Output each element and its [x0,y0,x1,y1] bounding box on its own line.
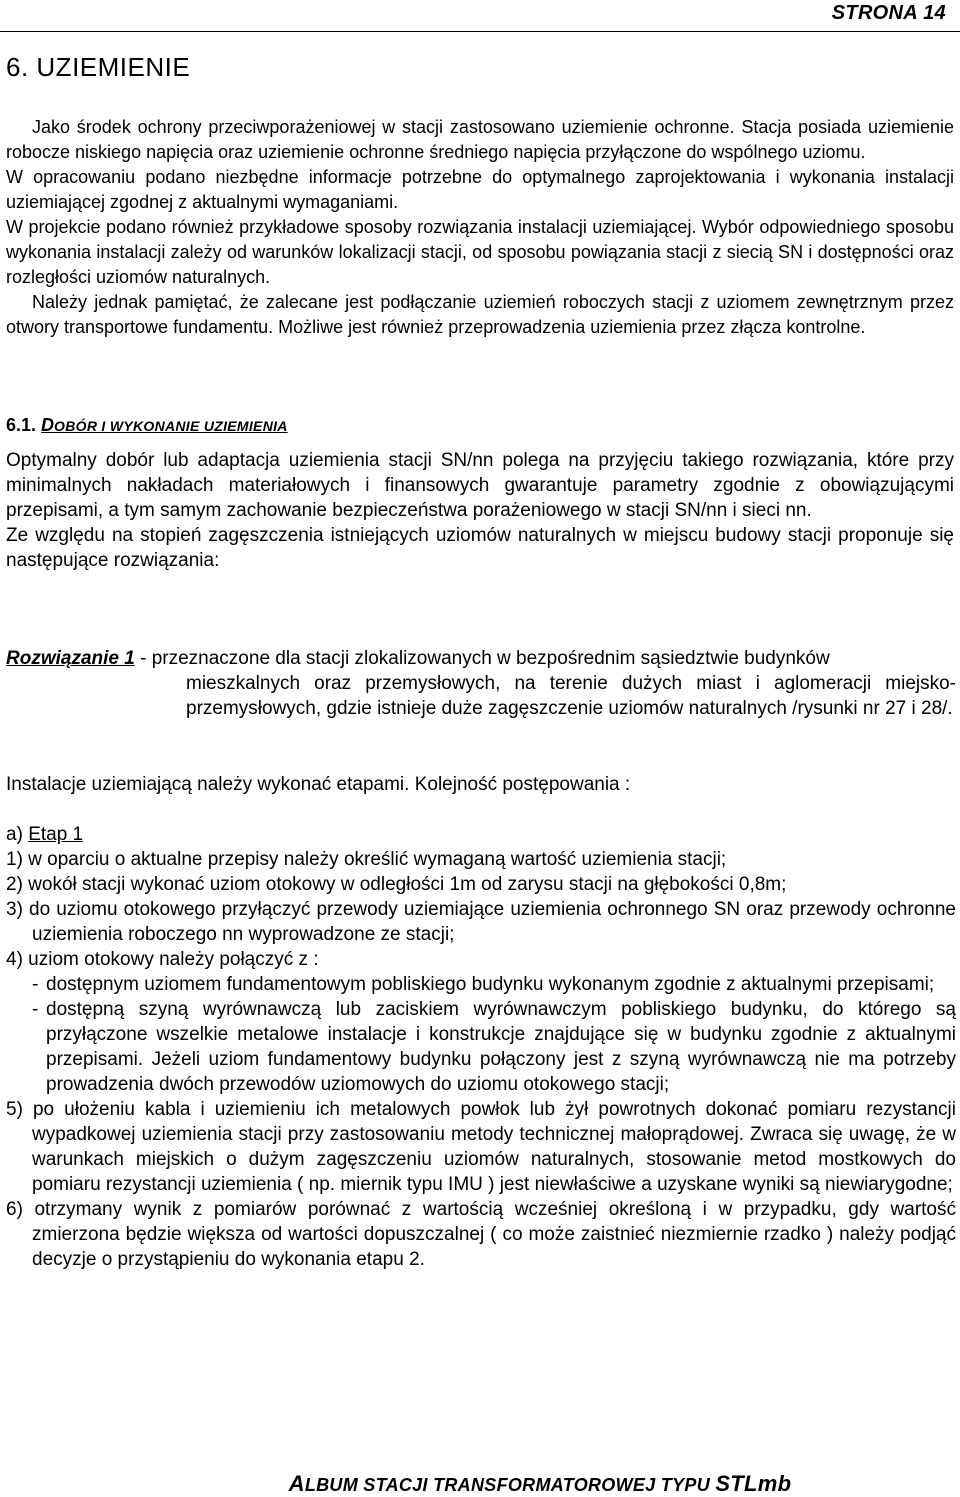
solution-block [6,646,956,721]
step-1: 1) w oparciu o aktualne przepisy należy określić wymaganą wartość uziemienia stacji; [6,849,727,870]
step-3: 3) do uziomu otokowego przyłączyć przewody uziemiające uziemienia ochronnego SN oraz przewody ochronne uziemienia roboczego nn wyprowadzone ze stacji; [6,899,956,945]
dash-marker: - [32,999,39,1020]
subsection-heading-cap: D [41,415,55,435]
subsection-title [6,415,288,436]
footer-cap: A [288,1471,305,1496]
body-paragraph-2: Ze względu na stopień zagęszczenia istniejących uziomów naturalnych w miejscu budowy stacji proponuje się następujące rozwiązania: [6,525,954,571]
steps-list [6,822,956,1272]
page-footer [0,1471,960,1497]
stage-heading [6,822,956,847]
solution-lead: - przeznaczone dla stacji zlokalizowanych w bezpośrednim sąsiedztwie budynków [134,648,830,669]
substep-2-text: dostępną szyną wyrównawczą lub zaciskiem wyrównawczym pobliskiego budynku, do którego są przyłączone wszelkie metalowe instalacje i konstrukcje znajdujące się w budynku zgodnie z aktualnymi przepisami. Jeżeli uziom fundamentowy budynku połączony jest z szyną wyrównawczą nie ma potrzeby prowadzenia dwóch przewodów uziomowych do uziomu otokowego stacji; [46,999,956,1095]
steps-intro: Instalacje uziemiającą należy wykonać etapami. Kolejność postępowania : [6,774,631,795]
body-paragraph-1: Optymalny dobór lub adaptacja uziemienia stacji SN/nn polega na przyjęciu takiego rozwiązania, które przy minimalnych nakładach materiałowych i finansowych gwarantuje parametry zgodnie z obowiązującymi przepisami, a tym samym zachowanie bezpieczeństwa porażeniowego w stacji SN/nn i sieci nn. [6,450,954,521]
stage-label: Etap 1 [28,824,84,845]
dash-marker: - [32,974,39,995]
subsection-heading: OBÓR I WYKONANIE UZIEMIENIA [54,418,288,434]
stage-prefix: a) [6,824,29,845]
intro-text [6,115,954,340]
step-2: 2) wokół stacji wykonać uziom otokowy w odległości 1m od zarysu stacji na głębokości 0,8m; [6,874,787,895]
step-6: 6) otrzymany wynik z pomiarów porównać z wartością wcześniej określoną i w przypadku, gdy wartość zmierzona będzie większa od wartości dopuszczalnej ( co może zaistnieć niezmiernie rzadko ) należy podjąć decyzje o przystąpieniu do wykonania etapu 2. [6,1199,956,1270]
intro-paragraph-3: W projekcie podano również przykładowe sposoby rozwiązania instalacji uziemiającej. Wybór odpowiedniego sposobu wykonania instalacji zależy od warunków lokalizacji stacji, od sposobu powiązania stacji z siecią SN i dostępności oraz rozległości uziomów naturalnych. [6,217,954,287]
header-rule [0,31,960,32]
step-5: 5) po ułożeniu kabla i uziemieniu ich metalowych powłok lub żył powrotnych dokonać pomiaru rezystancji wypadkowej uziemienia stacji przy zastosowaniu metody technicznej małoprądowej. Zwraca się uwagę, że w warunkach miejskich o dużym zagęszczeniu uziomów naturalnych, stosowanie metod mostkowych do pomiaru rezystancji uziemienia ( np. miernik typu IMU ) jest niewłaściwe a uzyskane wyniki są niewiarygodne; [6,1099,956,1195]
footer-model: STLmb [715,1471,792,1496]
page-number: STRONA 14 [831,2,946,24]
intro-paragraph-4: Należy jednak pamiętać, że zalecane jest podłączanie uziemień roboczych stacji z uziomem zewnętrznym przez otwory transportowe fundamentu. Możliwe jest również przeprowadzenia uziemienia przez złącza kontrolne. [6,292,954,337]
intro-paragraph-1: Jako środek ochrony przeciwporażeniowej w stacji zastosowano uziemienie ochronne. Stacja posiada uziemienie robocze niskiego napięcia oraz uziemienie ochronne średniego napięcia przyłączone do wspólnego uziomu. [6,117,954,162]
substep-1-text: dostępnym uziomem fundamentowym pobliskiego budynku wykonanym zgodnie z aktualnymi przepisami; [46,974,935,995]
substep-2 [6,997,956,1097]
body-text [6,448,954,573]
substep-1 [6,972,956,997]
section-title: 6. UZIEMIENIE [6,52,191,82]
solution-label: Rozwiązanie 1 [6,648,135,669]
subsection-number: 6.1. [6,415,37,435]
solution-description: mieszkalnych oraz przemysłowych, na terenie dużych miast i aglomeracji miejsko-przemysłowych, gdzie istnieje duże zagęszczenie uziomów naturalnych /rysunki nr 27 i 28/. [186,673,956,719]
footer-text: LBUM STACJI TRANSFORMATOROWEJ TYPU [304,1475,716,1495]
intro-paragraph-2: W opracowaniu podano niezbędne informacje potrzebne do optymalnego zaprojektowania i wykonania instalacji uziemiającej zgodnej z aktualnymi wymaganiami. [6,167,954,212]
step-4: 4) uziom otokowy należy połączyć z : [6,949,319,970]
